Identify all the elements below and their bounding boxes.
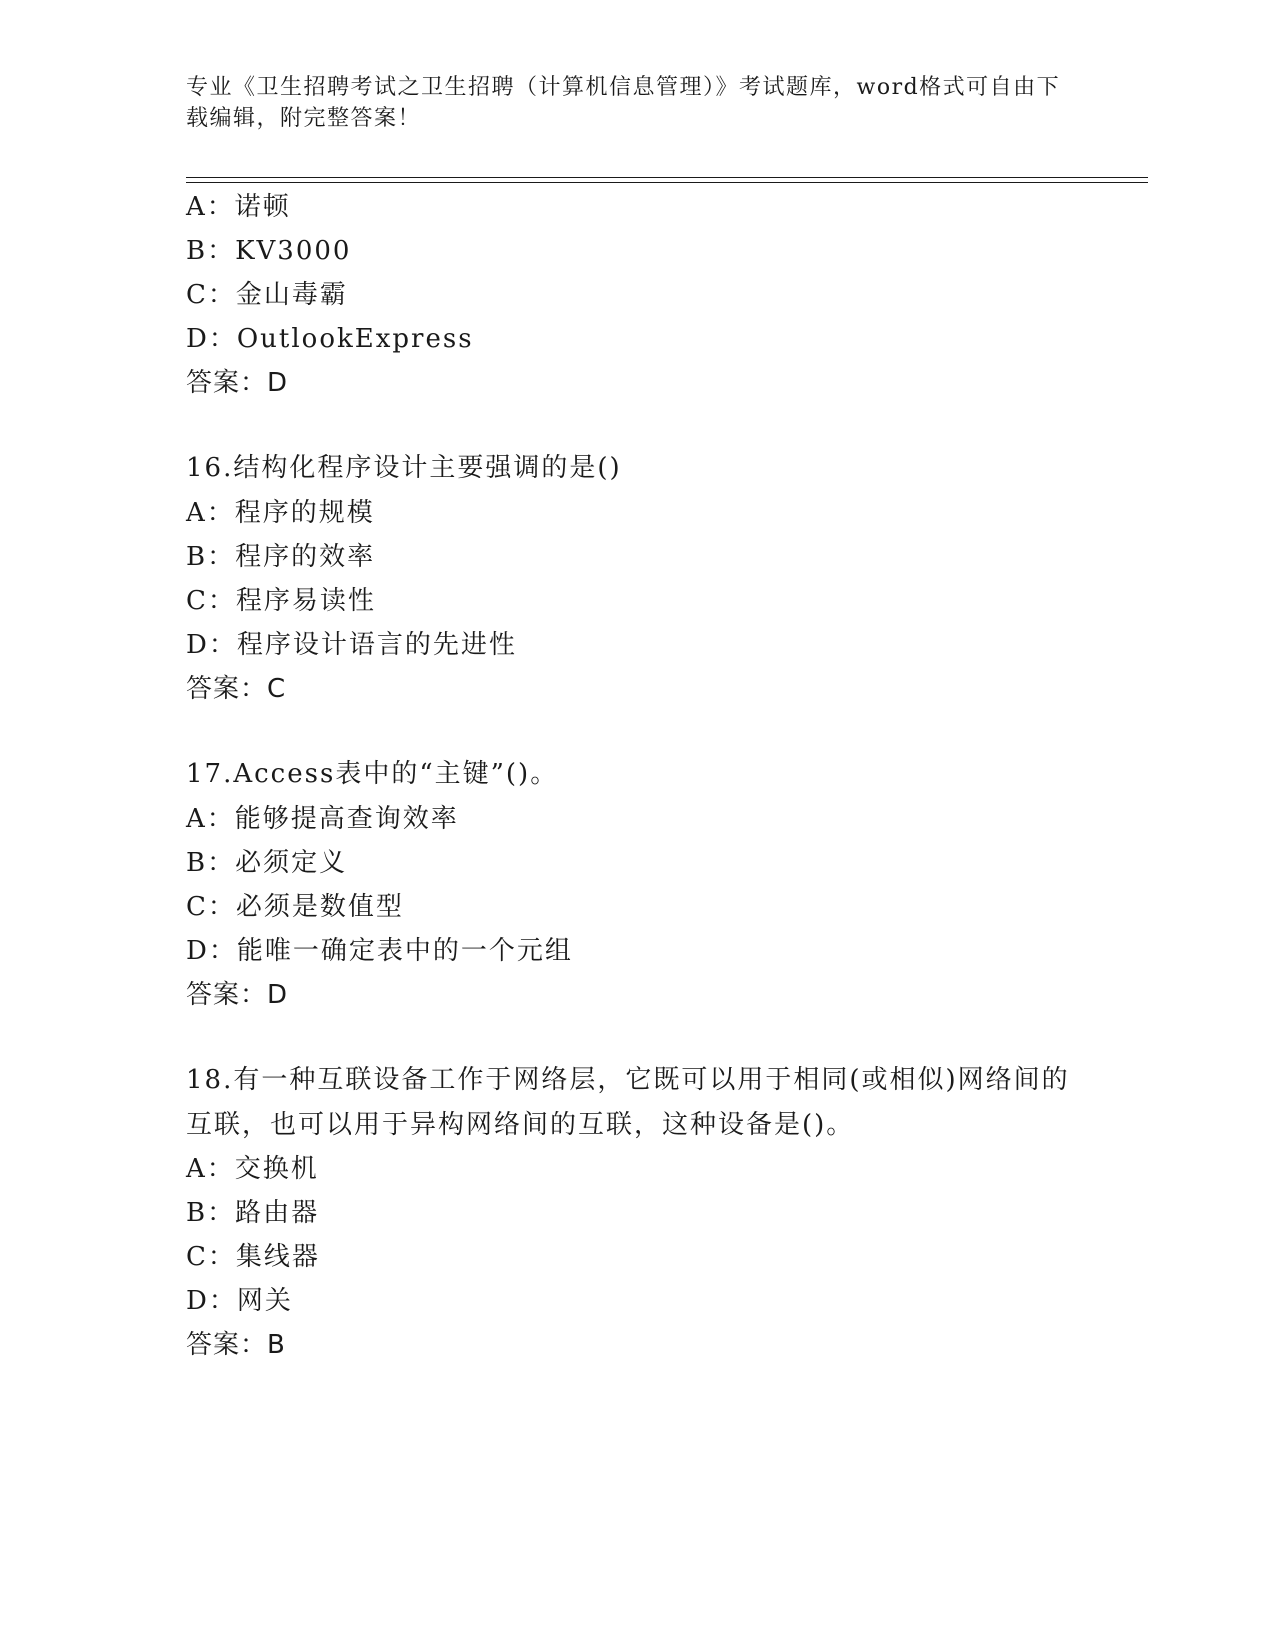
option-text: 程序易读性 — [235, 586, 376, 616]
option-letter: C： — [186, 1242, 236, 1272]
option-text: 集线器 — [235, 1242, 320, 1272]
answer-line: 答案：D — [186, 980, 289, 1010]
answer-line: 答案：B — [186, 1330, 286, 1360]
header-rule-top — [186, 177, 1148, 178]
option-letter: A： — [186, 804, 235, 834]
option-letter: A： — [186, 1154, 235, 1184]
option-letter: A： — [186, 498, 235, 528]
option-item — [186, 230, 351, 267]
question-text: 18.有一种互联设备工作于网络层，它既可以用于相同(或相似)网络间的互联，也可以用于异构网络间的互联，这种设备是()。 — [186, 1065, 1070, 1140]
option-letter: C： — [186, 892, 236, 922]
option-item — [186, 842, 347, 879]
option-item — [186, 1192, 319, 1229]
option-text: 能够提高查询效率 — [234, 804, 459, 834]
option-item — [186, 580, 376, 617]
option-text: 网关 — [236, 1286, 293, 1316]
option-letter: B： — [186, 542, 236, 572]
option-text: 程序设计语言的先进性 — [236, 630, 517, 660]
answer-line: 答案：C — [186, 674, 287, 704]
option-text: 交换机 — [234, 1154, 319, 1184]
option-item — [186, 492, 375, 529]
option-letter: D： — [186, 1286, 237, 1316]
option-text: 金山毒霸 — [235, 280, 348, 310]
option-item — [186, 624, 517, 661]
option-item — [186, 536, 375, 573]
question-text: 17.Access表中的“主键”()。 — [186, 759, 559, 789]
option-item — [186, 930, 573, 967]
answer-line: 答案：D — [186, 368, 289, 398]
option-letter: D： — [186, 324, 237, 354]
option-text: KV3000 — [235, 236, 352, 266]
option-item — [186, 186, 291, 223]
option-item — [186, 886, 404, 923]
option-letter: C： — [186, 586, 236, 616]
option-item — [186, 1236, 320, 1273]
option-text: 路由器 — [235, 1198, 320, 1228]
option-letter: B： — [186, 1198, 236, 1228]
option-letter: B： — [186, 236, 236, 266]
option-text: 程序的效率 — [235, 542, 376, 572]
option-item — [186, 1148, 319, 1185]
option-text: OutlookExpress — [236, 324, 474, 354]
option-item — [186, 798, 459, 835]
option-text: 程序的规模 — [234, 498, 375, 528]
document-header: 专业《卫生招聘考试之卫生招聘（计算机信息管理）》考试题库，word格式可自由下载编辑，附完整答案！ — [186, 75, 1061, 131]
option-letter: B： — [186, 848, 236, 878]
option-letter: C： — [186, 280, 236, 310]
option-text: 必须定义 — [235, 848, 348, 878]
option-item — [186, 1280, 293, 1317]
option-letter: A： — [186, 192, 235, 222]
option-text: 必须是数值型 — [235, 892, 404, 922]
option-text: 能唯一确定表中的一个元组 — [236, 936, 573, 966]
question-text: 16.结构化程序设计主要强调的是() — [186, 453, 622, 483]
option-letter: D： — [186, 630, 237, 660]
option-item — [186, 274, 348, 311]
option-item — [186, 318, 474, 355]
option-text: 诺顿 — [234, 192, 291, 222]
option-letter: D： — [186, 936, 237, 966]
header-rule-bottom — [186, 182, 1148, 183]
